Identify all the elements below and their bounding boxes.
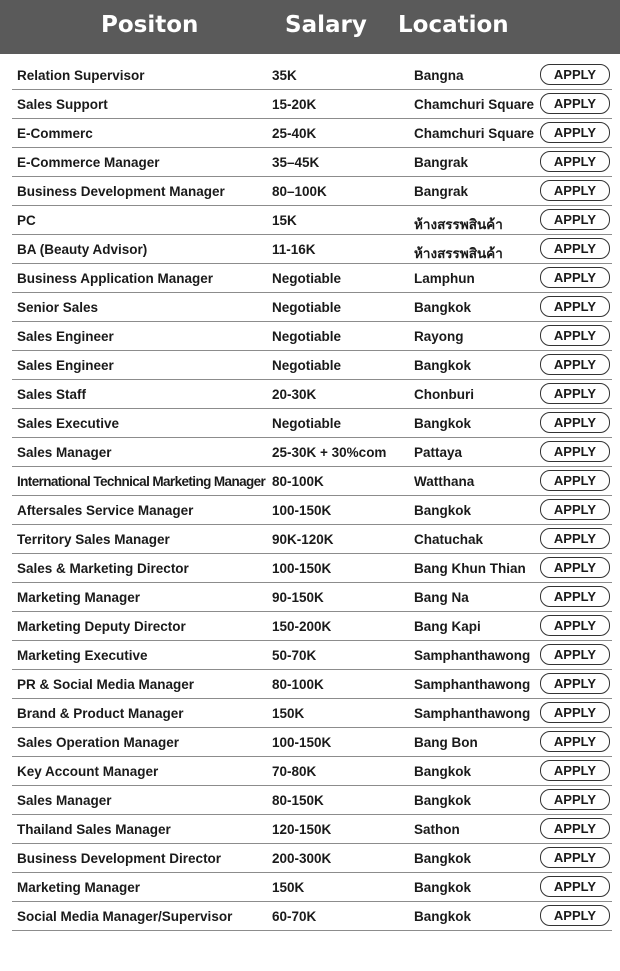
table-row xyxy=(12,380,612,409)
job-location: Bangkok xyxy=(414,793,472,809)
apply-button[interactable]: APPLY xyxy=(540,499,610,520)
table-row xyxy=(12,902,612,931)
salary-column-header: Salary xyxy=(285,12,367,38)
table-row xyxy=(12,699,612,728)
job-salary: 150K xyxy=(272,706,305,722)
job-position: Marketing Manager xyxy=(17,880,141,896)
job-salary: Negotiable xyxy=(272,300,342,316)
job-location: Bang Na xyxy=(414,590,469,606)
apply-button[interactable]: APPLY xyxy=(540,818,610,839)
job-salary: 80-100K xyxy=(272,677,324,693)
apply-button[interactable]: APPLY xyxy=(540,354,610,375)
apply-button[interactable]: APPLY xyxy=(540,209,610,230)
job-position: Senior Sales xyxy=(17,300,99,316)
table-row xyxy=(12,235,612,264)
job-position: Relation Supervisor xyxy=(17,68,145,83)
apply-button[interactable]: APPLY xyxy=(540,644,610,665)
job-location: Bang Khun Thian xyxy=(414,561,526,577)
apply-button[interactable]: APPLY xyxy=(540,847,610,868)
job-location: Bang Bon xyxy=(414,735,478,751)
job-position: Marketing Deputy Director xyxy=(17,619,186,635)
job-position: Marketing Manager xyxy=(17,590,141,606)
location-column-header: Location xyxy=(398,12,509,38)
table-row xyxy=(12,293,612,322)
apply-button[interactable]: APPLY xyxy=(540,383,610,404)
job-position: Marketing Executive xyxy=(17,648,148,664)
table-row xyxy=(12,264,612,293)
job-position: Business Development Manager xyxy=(17,184,225,200)
job-salary: 80-150K xyxy=(272,793,324,809)
job-salary: 90-150K xyxy=(272,590,324,606)
job-salary: 100-150K xyxy=(272,735,332,751)
job-position: PR & Social Media Manager xyxy=(17,677,195,693)
job-position: Sales Manager xyxy=(17,793,112,809)
job-position: Sales Engineer xyxy=(17,358,114,374)
apply-button[interactable]: APPLY xyxy=(540,586,610,607)
apply-button[interactable]: APPLY xyxy=(540,876,610,897)
table-row xyxy=(12,322,612,351)
job-position: Aftersales Service Manager xyxy=(17,503,194,519)
job-position: Social Media Manager/Supervisor xyxy=(17,909,233,925)
job-location: Bangkok xyxy=(414,503,472,519)
position-column-header: Positon xyxy=(101,12,199,38)
job-position: PC xyxy=(17,213,36,229)
table-row xyxy=(12,438,612,467)
table-row xyxy=(12,467,612,496)
apply-button[interactable]: APPLY xyxy=(540,441,610,462)
apply-button[interactable]: APPLY xyxy=(540,325,610,346)
job-salary: 150-200K xyxy=(272,619,332,635)
table-row xyxy=(12,351,612,380)
job-position: E-Commerce Manager xyxy=(17,155,160,171)
job-location: Bangkok xyxy=(414,764,472,780)
job-salary: 70-80K xyxy=(272,764,317,780)
apply-button[interactable]: APPLY xyxy=(540,557,610,578)
job-salary: 25-40K xyxy=(272,126,317,142)
job-location: Bangkok xyxy=(414,880,472,896)
apply-button[interactable]: APPLY xyxy=(540,789,610,810)
table-row xyxy=(12,61,612,90)
table-row xyxy=(12,786,612,815)
table-row xyxy=(12,206,612,235)
job-salary: Negotiable xyxy=(272,329,342,345)
job-list xyxy=(0,61,620,931)
job-location: Samphanthawong xyxy=(414,648,531,664)
apply-button[interactable]: APPLY xyxy=(540,731,610,752)
job-salary: 15-20K xyxy=(272,97,317,113)
job-salary: 50-70K xyxy=(272,648,317,664)
job-location: Sathon xyxy=(414,822,460,838)
job-salary: 20-30K xyxy=(272,387,317,403)
job-salary: 80–100K xyxy=(272,184,327,200)
job-position: E-Commerc xyxy=(17,126,93,142)
job-salary: 100-150K xyxy=(272,503,332,519)
apply-button[interactable]: APPLY xyxy=(540,64,610,85)
job-location: Bangkok xyxy=(414,358,472,374)
apply-button[interactable]: APPLY xyxy=(540,122,610,143)
job-salary: 35–45K xyxy=(272,155,320,171)
job-salary: Negotiable xyxy=(272,416,342,432)
job-salary: Negotiable xyxy=(272,271,342,287)
apply-button[interactable]: APPLY xyxy=(540,412,610,433)
job-location: Samphanthawong xyxy=(414,677,531,693)
table-row xyxy=(12,757,612,786)
job-salary: 150K xyxy=(272,880,305,896)
job-location: Bangkok xyxy=(414,300,472,316)
apply-button[interactable]: APPLY xyxy=(540,93,610,114)
table-row xyxy=(12,554,612,583)
table-row xyxy=(12,119,612,148)
job-location: Chamchuri Square xyxy=(414,97,535,113)
job-location: Bangkok xyxy=(414,416,472,432)
apply-button[interactable]: APPLY xyxy=(540,673,610,694)
apply-button[interactable]: APPLY xyxy=(540,905,610,926)
apply-button[interactable]: APPLY xyxy=(540,151,610,172)
job-location: Watthana xyxy=(414,474,475,490)
job-salary: 60-70K xyxy=(272,909,317,925)
job-location: Lamphun xyxy=(414,271,475,287)
job-location: ห้างสรรพสินค้า xyxy=(414,217,503,233)
apply-button[interactable]: APPLY xyxy=(540,180,610,201)
apply-button[interactable]: APPLY xyxy=(540,702,610,723)
job-position: Sales Staff xyxy=(17,387,87,403)
table-row xyxy=(12,670,612,699)
table-row xyxy=(12,583,612,612)
job-salary: 90K-120K xyxy=(272,532,334,548)
job-position: Sales Manager xyxy=(17,445,112,461)
table-row xyxy=(12,90,612,119)
job-location: Bangkok xyxy=(414,909,472,925)
job-position: BA (Beauty Advisor) xyxy=(17,242,148,258)
job-salary: 80-100K xyxy=(272,474,324,490)
job-salary: 25-30K + 30%com xyxy=(272,445,387,461)
table-row xyxy=(12,409,612,438)
job-salary: Negotiable xyxy=(272,358,342,374)
job-position: Business Development Director xyxy=(17,851,222,867)
job-salary: 35K xyxy=(272,68,297,83)
job-salary: 15K xyxy=(272,213,297,229)
table-row xyxy=(12,728,612,757)
job-position: Business Application Manager xyxy=(17,271,214,287)
apply-button[interactable]: APPLY xyxy=(540,615,610,636)
job-location: Pattaya xyxy=(414,445,463,461)
apply-button[interactable]: APPLY xyxy=(540,760,610,781)
job-location: Bangkok xyxy=(414,851,472,867)
job-position: Territory Sales Manager xyxy=(17,532,170,548)
table-row xyxy=(12,177,612,206)
table-row xyxy=(12,873,612,902)
job-salary: 100-150K xyxy=(272,561,332,577)
job-position: Brand & Product Manager xyxy=(17,706,184,722)
job-position: Sales Support xyxy=(17,97,108,113)
job-location: Chatuchak xyxy=(414,532,484,548)
job-location: ห้างสรรพสินค้า xyxy=(414,246,503,262)
job-position: Sales Executive xyxy=(17,416,120,432)
apply-button[interactable]: APPLY xyxy=(540,528,610,549)
job-location: Bangrak xyxy=(414,155,469,171)
apply-button[interactable]: APPLY xyxy=(540,238,610,259)
job-location: Bang Kapi xyxy=(414,619,481,635)
job-salary: 11-16K xyxy=(272,242,316,258)
table-row xyxy=(12,641,612,670)
job-salary: 120-150K xyxy=(272,822,332,838)
apply-button[interactable]: APPLY xyxy=(540,296,610,317)
table-header xyxy=(0,0,620,54)
table-row xyxy=(12,496,612,525)
job-location: Samphanthawong xyxy=(414,706,531,722)
table-row xyxy=(12,844,612,873)
job-position: Sales & Marketing Director xyxy=(17,561,189,577)
apply-button[interactable]: APPLY xyxy=(540,470,610,491)
table-row xyxy=(12,815,612,844)
table-row xyxy=(12,525,612,554)
job-position: Sales Operation Manager xyxy=(17,735,180,751)
job-location: Bangrak xyxy=(414,184,469,200)
job-location: Chamchuri Square xyxy=(414,126,535,142)
job-position: Sales Engineer xyxy=(17,329,114,345)
job-salary: 200-300K xyxy=(272,851,332,867)
job-position: International Technical Marketing Manager xyxy=(17,474,266,490)
job-location: Bangna xyxy=(414,68,464,83)
table-row xyxy=(12,148,612,177)
table-row xyxy=(12,612,612,641)
apply-button[interactable]: APPLY xyxy=(540,267,610,288)
job-location: Rayong xyxy=(414,329,464,345)
job-location: Chonburi xyxy=(414,387,474,403)
job-position: Thailand Sales Manager xyxy=(17,822,171,838)
job-position: Key Account Manager xyxy=(17,764,159,780)
